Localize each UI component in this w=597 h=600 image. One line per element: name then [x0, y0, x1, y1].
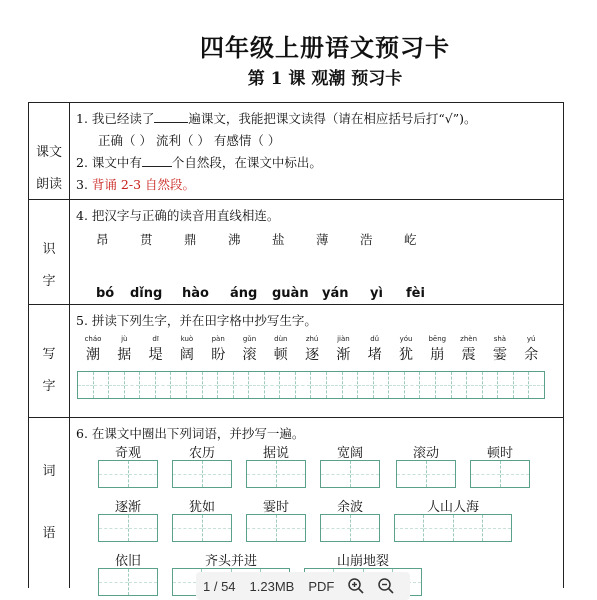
word-label: 据说: [262, 446, 289, 461]
page-subtitle: 第 1 课 观潮 预习卡: [247, 69, 403, 89]
pinyin-item: dǐng: [130, 286, 163, 301]
new-char-hanzi: 阔: [179, 347, 194, 363]
new-char-hanzi: 堤: [148, 347, 163, 363]
new-char-pinyin: gǔn: [242, 335, 257, 343]
new-char-pinyin: jiàn: [337, 335, 350, 343]
question-text: 遍课文，我能把课文读得（请在相应括号后打“√”)。: [188, 111, 477, 126]
new-char-hanzi: 顿: [273, 347, 288, 363]
label-text: 写: [42, 347, 56, 362]
word-label: 逐渐: [114, 500, 141, 515]
word-label: 奇观: [114, 446, 141, 461]
word-copy-box[interactable]: [98, 568, 158, 596]
word-label: 依旧: [114, 554, 141, 569]
word-copy-box[interactable]: [172, 460, 232, 488]
label-text: 字: [42, 274, 56, 289]
question-text: 1. 我已经读了: [76, 111, 155, 126]
word-copy-box[interactable]: [172, 514, 232, 542]
word-copy-box[interactable]: [98, 460, 158, 488]
new-char-item: [299, 335, 325, 364]
preview-card-table: [28, 102, 564, 588]
char-item: 薄: [316, 232, 329, 247]
new-char-hanzi: 震: [461, 347, 476, 363]
new-char-item: [487, 335, 513, 364]
word-label: 农历: [188, 446, 215, 461]
new-char-hanzi: 渐: [336, 347, 351, 363]
word-label: 宽阔: [336, 446, 363, 461]
word-copy-box[interactable]: [98, 514, 158, 542]
fill-blank[interactable]: [154, 110, 188, 123]
char-item: 盐: [272, 232, 285, 247]
new-char-hanzi: 逐: [305, 347, 320, 363]
new-char-pinyin: zhèn: [460, 335, 478, 343]
word-label: 山崩地裂: [336, 554, 389, 569]
new-char-pinyin: cháo: [84, 335, 102, 343]
word-label: 人山人海: [426, 500, 479, 515]
question-text: 个自然段，在课文中标出。: [171, 155, 322, 170]
file-size: 1.23MB: [249, 578, 295, 594]
new-char-hanzi: 余: [524, 347, 539, 363]
word-copy-box[interactable]: [394, 514, 512, 542]
new-char-item: [174, 335, 200, 364]
tianzige-grid[interactable]: [77, 371, 545, 399]
section-write: [29, 305, 563, 418]
word-label: 犹如: [188, 500, 215, 515]
question-1: [76, 109, 477, 127]
new-char-item: [205, 335, 231, 364]
new-char-hanzi: 犹: [399, 347, 413, 363]
new-char-pinyin: bēng: [428, 335, 447, 343]
new-char-pinyin: yóu: [399, 335, 413, 343]
word-label: 顿时: [486, 446, 513, 461]
pinyin-item: fèi: [406, 286, 425, 301]
label-text: 字: [42, 379, 56, 394]
question-6: 6. 在课文中圈出下列词语，并抄写一遍。: [76, 426, 305, 441]
word-copy-box[interactable]: [246, 514, 306, 542]
new-char-pinyin: yú: [526, 335, 536, 343]
section-words: [29, 418, 563, 588]
new-char-item: [237, 335, 263, 364]
pinyin-item: áng: [230, 286, 258, 301]
word-copy-box[interactable]: [320, 460, 380, 488]
section-recognize: [29, 200, 563, 305]
question-4: 4. 把汉字与正确的读音用直线相连。: [76, 208, 280, 223]
new-char-item: [393, 335, 419, 364]
word-copy-box[interactable]: [246, 460, 306, 488]
question-3: [76, 175, 195, 193]
page-title: 四年级上册语文预习卡: [200, 33, 450, 62]
new-char-hanzi: 霎: [492, 347, 507, 363]
new-char-item: [80, 335, 106, 364]
question-1-options: 正确（ ） 流利（ ） 有感情（ ）: [98, 133, 281, 148]
pinyin-item: guàn: [272, 286, 309, 301]
word-label: 霎时: [262, 500, 289, 515]
new-char-pinyin: zhú: [305, 335, 319, 343]
new-char-hanzi: 滚: [242, 347, 257, 363]
new-char-pinyin: dī: [152, 335, 159, 343]
word-copy-box[interactable]: [470, 460, 530, 488]
word-copy-box[interactable]: [396, 460, 456, 488]
pdf-viewer-toolbar: [196, 572, 410, 600]
label-text: 语: [42, 526, 56, 541]
new-char-item: [111, 335, 137, 364]
word-label: 齐头并进: [204, 554, 257, 569]
pinyin-item: yán: [322, 286, 349, 301]
new-char-item: [362, 335, 388, 364]
new-char-hanzi: 据: [117, 347, 132, 363]
new-char-item: [424, 335, 450, 364]
label-text: 词: [42, 464, 56, 479]
new-char-item: [456, 335, 482, 364]
new-char-hanzi: 崩: [430, 347, 445, 363]
new-char-pinyin: dùn: [274, 335, 288, 343]
new-char-hanzi: 盼: [211, 347, 226, 363]
label-text: 识: [42, 242, 56, 257]
new-char-hanzi: 潮: [86, 347, 100, 363]
char-item: 贯: [140, 232, 153, 247]
char-item: 沸: [228, 232, 241, 247]
recite-instruction: 背诵 2-3 自然段。: [91, 177, 195, 192]
char-item: 屹: [404, 232, 417, 247]
word-label: 余波: [336, 500, 363, 515]
new-char-hanzi: 堵: [367, 347, 382, 363]
section-label: [29, 103, 70, 199]
new-char-pinyin: dǔ: [370, 335, 380, 343]
question-2: [76, 153, 322, 171]
new-char-pinyin: jù: [121, 335, 128, 343]
fill-blank[interactable]: [142, 154, 172, 167]
new-char-item: [143, 335, 169, 364]
word-label: 滚动: [412, 446, 439, 461]
section-reading: [29, 103, 563, 200]
label-text: 朗读: [35, 177, 62, 192]
pinyin-item: bó: [96, 286, 115, 301]
new-char-pinyin: kuò: [180, 335, 194, 343]
question-5: 5. 拼读下列生字，并在田字格中抄写生字。: [76, 313, 317, 328]
pinyin-item: yì: [370, 286, 383, 301]
page-indicator[interactable]: 1 / 54: [203, 578, 236, 594]
question-text: 2. 课文中有: [76, 155, 142, 170]
new-char-item: [268, 335, 294, 364]
new-char-pinyin: pàn: [211, 335, 225, 343]
char-item: 浩: [360, 232, 373, 247]
zoom-out-icon[interactable]: [377, 577, 395, 595]
label-text: 课文: [35, 145, 62, 160]
zoom-in-icon[interactable]: [347, 577, 365, 595]
char-item: 鼎: [184, 232, 197, 247]
new-char-pinyin: shà: [493, 335, 507, 343]
new-char-item: [330, 335, 356, 364]
pinyin-item: hào: [182, 286, 209, 301]
file-format: PDF: [308, 578, 335, 594]
new-char-item: [518, 335, 544, 364]
question-number: 3.: [76, 177, 88, 192]
char-item: 昂: [96, 232, 109, 247]
word-copy-box[interactable]: [320, 514, 380, 542]
